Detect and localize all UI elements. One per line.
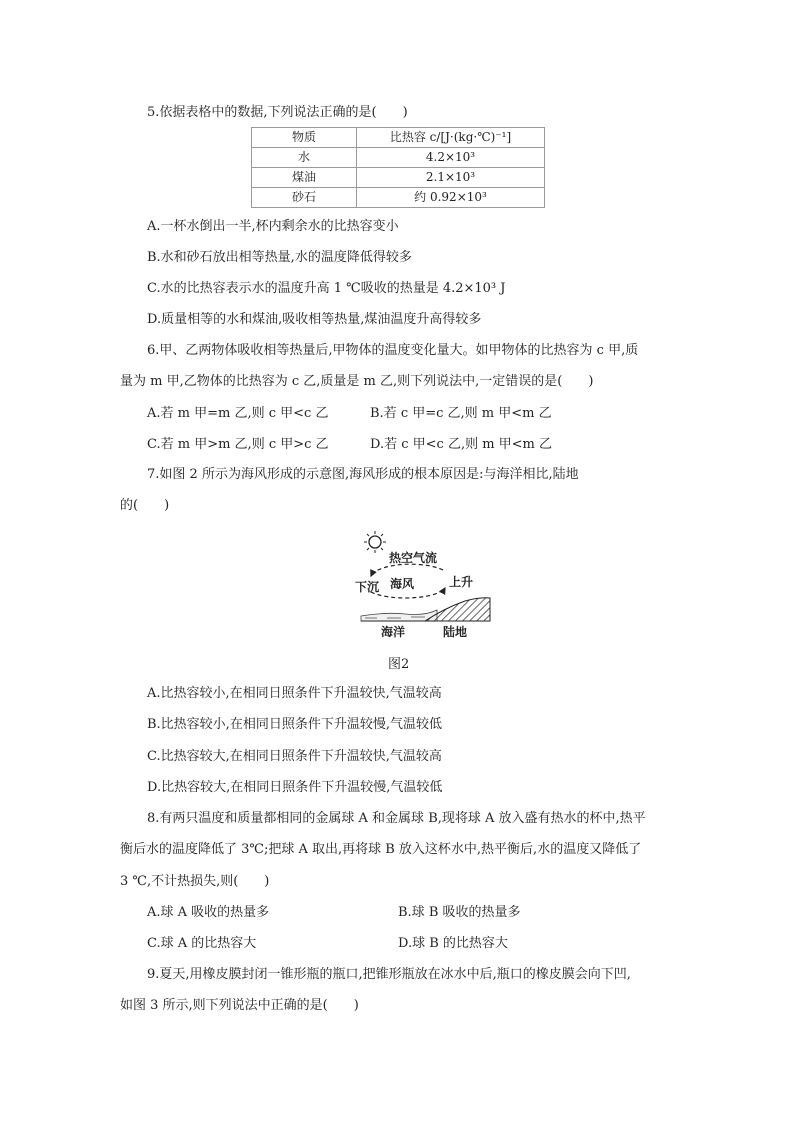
q6-option-b: B.若 c 甲=c 乙,则 m 甲<m 乙 (370, 406, 552, 421)
q7-option-c: C.比热容较大,在相同日照条件下升温较快,气温较高 (147, 749, 442, 764)
q5-option-b: B.水和砂石放出相等热量,水的温度降低得较多 (147, 250, 412, 265)
q5-option-d: D.质量相等的水和煤油,吸收相等热量,煤油温度升高得较多 (147, 312, 482, 327)
land-shape (425, 598, 490, 621)
table-header-cell: 比热容 c/[J·(kg·℃)⁻¹] (357, 128, 545, 148)
circulation-arrow-top (371, 564, 443, 576)
table-cell: 4.2×10³ (357, 148, 545, 168)
q9-stem-line2: 如图 3 所示,则下列说法中正确的是( ) (120, 998, 359, 1013)
q6-option-d: D.若 c 甲<c 乙,则 m 甲<m 乙 (370, 437, 553, 452)
q8-option-a: A.球 A 吸收的热量多 (147, 905, 270, 920)
table-header-cell: 物质 (252, 128, 357, 148)
table-cell: 水 (252, 148, 357, 168)
q8-option-c: C.球 A 的比热容大 (147, 936, 257, 951)
table-row (252, 188, 545, 208)
q5-option-a: A.一杯水倒出一半,杯内剩余水的比热容变小 (147, 219, 399, 234)
q7-stem-line2: 的( ) (120, 498, 170, 513)
land-label: 陆地 (443, 625, 468, 639)
rise-label: 上升 (449, 575, 474, 589)
q6-stem-line1: 6.甲、乙两物体吸收相等热量后,甲物体的温度变化量大。如甲物体的比热容为 c 甲,质 (147, 343, 639, 358)
q8-stem-line2: 衡后水的温度降低了 3℃;把球 A 取出,再将球 B 放入这杯水中,热平衡后,水的温度又降低了 (120, 842, 642, 857)
q8-stem-line3: 3 ℃,不计热损失,则( ) (120, 874, 270, 889)
q6-stem-line2: 量为 m 甲,乙物体的比热容为 c 乙,质量是 m 乙,则下列说法中,一定错误的是( ) (120, 374, 594, 389)
table-row (252, 168, 545, 188)
table-row (252, 148, 545, 168)
q6-option-a: A.若 m 甲=m 乙,则 c 甲<c 乙 (147, 406, 329, 421)
q7-option-a: A.比热容较小,在相同日照条件下升温较快,气温较高 (147, 686, 442, 701)
ocean-shape (361, 610, 437, 621)
table-cell: 砂石 (252, 188, 357, 208)
q9-stem-line1: 9.夏天,用橡皮膜封闭一锥形瓶的瓶口,把锥形瓶放在冰水中后,瓶口的橡皮膜会向下凹, (147, 967, 631, 982)
q7-option-b: B.比热容较小,在相同日照条件下升温较慢,气温较低 (147, 717, 442, 732)
sink-label: 下沉 (355, 580, 380, 594)
table-cell: 煤油 (252, 168, 357, 188)
specific-heat-table (251, 127, 545, 208)
table-cell: 约 0.92×10³ (357, 188, 545, 208)
sea-breeze-diagram (355, 530, 500, 645)
sea-breeze-svg (355, 530, 500, 645)
q7-stem-line1: 7.如图 2 所示为海风形成的示意图,海风形成的根本原因是:与海洋相比,陆地 (147, 467, 579, 482)
sea-breeze-label: 海风 (390, 577, 415, 591)
figure-caption: 图2 (388, 657, 410, 672)
ocean-label: 海洋 (381, 625, 406, 639)
q6-option-c: C.若 m 甲>m 乙,则 c 甲>c 乙 (147, 437, 329, 452)
table-header-row (252, 128, 545, 148)
table-cell: 2.1×10³ (357, 168, 545, 188)
q5-option-c: C.水的比热容表示水的温度升高 1 ℃吸收的热量是 4.2×10³ J (147, 281, 506, 296)
sun-icon (364, 531, 386, 553)
q8-stem-line1: 8.有两只温度和质量都相同的金属球 A 和金属球 B,现将球 A 放入盛有热水的杯中,热平 (147, 811, 646, 826)
q8-option-b: B.球 B 吸收的热量多 (398, 905, 521, 920)
q5-stem: 5.依据表格中的数据,下列说法正确的是( ) (147, 105, 408, 120)
q7-option-d: D.比热容较大,在相同日照条件下升温较慢,气温较低 (147, 780, 443, 795)
hot-air-label: 热空气流 (389, 551, 438, 565)
q8-option-d: D.球 B 的比热容大 (398, 936, 508, 951)
